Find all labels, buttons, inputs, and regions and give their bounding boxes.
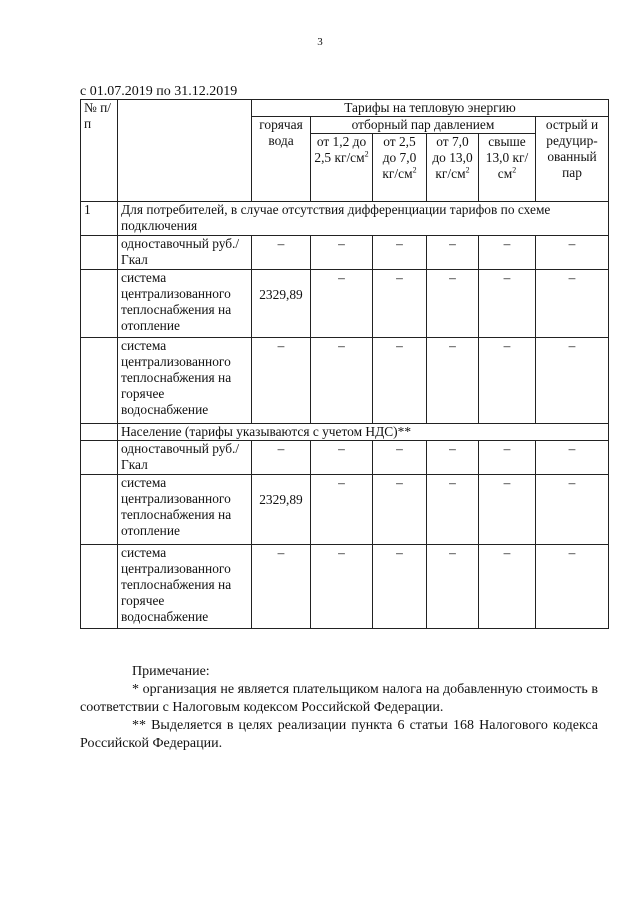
header-hot-water: горячая вода bbox=[252, 117, 311, 202]
table-row bbox=[81, 338, 609, 424]
tariffs-table bbox=[80, 99, 609, 629]
cell-p3: – bbox=[427, 338, 479, 424]
table-row bbox=[81, 475, 609, 545]
cell-p2: – bbox=[373, 545, 427, 629]
cell-p1: – bbox=[311, 236, 373, 270]
section-1-title: Для потребителей, в случае отсутствия дифференциации тарифов по схеме подключения bbox=[118, 202, 609, 236]
row-label: одноставочный руб./Гкал bbox=[118, 441, 252, 475]
cell-p1: – bbox=[311, 338, 373, 424]
cell-p1: – bbox=[311, 475, 373, 545]
cell-p4: – bbox=[479, 545, 536, 629]
header-pressure-3: от 7,0 до 13,0 $кг/см^2$ bbox=[427, 134, 479, 202]
table-row bbox=[81, 545, 609, 629]
header-pressure-1: от 1,2 до 2,5 $кг/см^2$ bbox=[311, 134, 373, 202]
header-pressure-4: свыше 13,0 $кг/см^2$ bbox=[479, 134, 536, 202]
header-tariffs-title: Тарифы на тепловую энергию bbox=[252, 100, 609, 117]
cell-hot-water: – bbox=[252, 338, 311, 424]
cell-hot-water: 2329,89 bbox=[252, 475, 311, 545]
cell-sharp: – bbox=[536, 545, 609, 629]
cell-sharp: – bbox=[536, 270, 609, 338]
cell-sharp: – bbox=[536, 236, 609, 270]
page-number: 3 bbox=[317, 36, 323, 48]
cell-sharp: – bbox=[536, 475, 609, 545]
cell-p1: – bbox=[311, 545, 373, 629]
section-2-title: Население (тарифы указываются с учетом НДС)** bbox=[118, 424, 609, 441]
cell-p2: – bbox=[373, 475, 427, 545]
note-line-vat: * организация не является плательщиком налога на добавленную стоимость в соответствии с Налоговым кодексом Российской Федерации. bbox=[80, 682, 598, 715]
cell-p4: – bbox=[479, 441, 536, 475]
header-sharp-steam: острый и редуцир-ованный пар bbox=[536, 117, 609, 202]
cell-p2: – bbox=[373, 236, 427, 270]
section-1-num: 1 bbox=[81, 202, 118, 236]
cell-p3: – bbox=[427, 270, 479, 338]
table-row bbox=[81, 236, 609, 270]
cell-hot-water: 2329,89 bbox=[252, 270, 311, 338]
cell-p2: – bbox=[373, 338, 427, 424]
cell-p3: – bbox=[427, 475, 479, 545]
cell-p1: – bbox=[311, 441, 373, 475]
cell-hot-water: – bbox=[252, 545, 311, 629]
table-row bbox=[81, 441, 609, 475]
row-label: система централизованного теплоснабжения на горячее водоснабжение bbox=[118, 545, 252, 629]
header-blank bbox=[118, 100, 252, 202]
cell-p3: – bbox=[427, 441, 479, 475]
note-body bbox=[80, 681, 598, 753]
row-label: система централизованного теплоснабжения на отопление bbox=[118, 475, 252, 545]
cell-p3: – bbox=[427, 236, 479, 270]
cell-sharp: – bbox=[536, 441, 609, 475]
cell-hot-water: – bbox=[252, 441, 311, 475]
cell-p4: – bbox=[479, 475, 536, 545]
cell-hot-water: – bbox=[252, 236, 311, 270]
cell-p2: – bbox=[373, 270, 427, 338]
cell-p3: – bbox=[427, 545, 479, 629]
cell-p2: – bbox=[373, 441, 427, 475]
header-num: № п/п bbox=[81, 100, 118, 202]
row-label: система централизованного теплоснабжения на отопление bbox=[118, 270, 252, 338]
cell-sharp: – bbox=[536, 338, 609, 424]
note-line-article: ** Выделяется в целях реализации пункта 6 статьи 168 Налогового кодекса Российской Федерации. bbox=[80, 718, 598, 751]
cell-p1: – bbox=[311, 270, 373, 338]
cell-p4: – bbox=[479, 338, 536, 424]
row-label: система централизованного теплоснабжения на горячее водоснабжение bbox=[118, 338, 252, 424]
note-title: Примечание: bbox=[132, 664, 210, 679]
cell-p4: – bbox=[479, 236, 536, 270]
tariff-period: с 01.07.2019 по 31.12.2019 bbox=[80, 84, 238, 99]
row-label: одноставочный руб./Гкал bbox=[118, 236, 252, 270]
cell-p4: – bbox=[479, 270, 536, 338]
table-row bbox=[81, 270, 609, 338]
header-steam-pressure: отборный пар давлением bbox=[311, 117, 536, 134]
header-pressure-2: от 2,5 до 7,0 $кг/см^2$ bbox=[373, 134, 427, 202]
